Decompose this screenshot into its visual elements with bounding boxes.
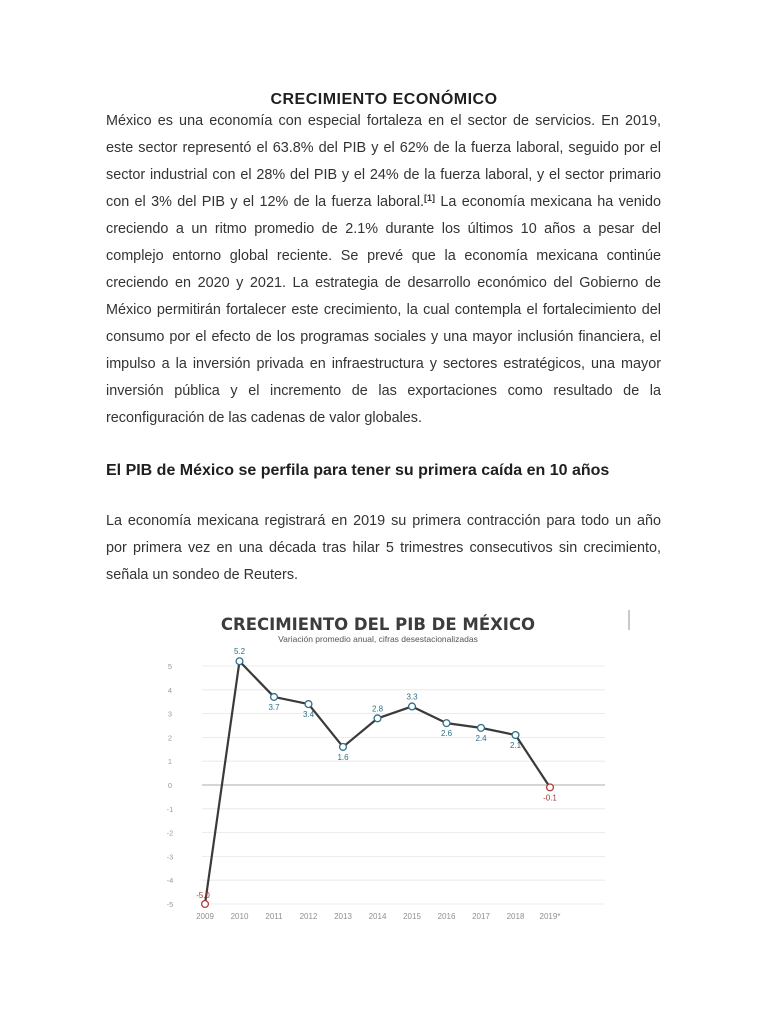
- y-tick-label: -2: [166, 828, 174, 838]
- x-tick-label: 2017: [472, 912, 490, 921]
- data-label: 3.3: [406, 692, 418, 702]
- data-label: -5.0: [196, 891, 210, 900]
- footnote-reference-link[interactable]: [1]: [424, 193, 436, 203]
- page-edge-mark: [628, 610, 630, 630]
- series-line: [205, 661, 550, 904]
- y-tick-label: -4: [166, 876, 174, 886]
- x-tick-label: 2011: [265, 912, 283, 921]
- series-line-group: [205, 661, 550, 904]
- y-tick-label: 3: [167, 709, 173, 719]
- chart-title: CRECIMIENTO DEL PIB DE MÉXICO: [220, 615, 536, 634]
- y-tick-label: 2: [167, 733, 173, 743]
- intro-text-part2: La economía mexicana ha venido creciendo a un ritmo promedio de 2.1% durante los últimos 10 años a pesar del complejo entorno global reciente. Se prevé que la economía mexicana continúe creciendo en 2020 y 2021. La estrategia de desarrollo económico del Gobierno de México permitirán fortalecer este crecimiento, la cual contempla el fortalecimiento del consumo por el efecto de los programas sociales y una mayor inclusión financiera, el impulso a la inversión privada en infraestructura y sectores estratégicos, una mayor inversión pública y el incremento de las exportaciones como resultado de la reconfiguración de las cadenas de valor globales.: [106, 194, 661, 426]
- x-tick-label: 2014: [368, 912, 387, 921]
- reuters-paragraph: La economía mexicana registrará en 2019 su primera contracción para todo un año por primera vez en una década tras hilar 5 trimestres consecutivos sin crecimiento, señala un sondeo de Reuters.: [106, 513, 661, 583]
- x-axis-ticks: [196, 912, 560, 921]
- data-point: [547, 784, 554, 791]
- data-label: -0.1: [543, 793, 557, 803]
- data-label: 3.4: [302, 710, 315, 720]
- y-tick-label: 5: [167, 662, 173, 671]
- data-point: [202, 901, 209, 908]
- y-tick-label: 1: [167, 757, 173, 767]
- y-axis-ticks: [167, 662, 174, 909]
- x-tick-label: 2013: [334, 912, 352, 921]
- chart-grid: [202, 666, 605, 904]
- data-label: 2.1: [509, 741, 522, 751]
- y-tick-label: -1: [166, 804, 174, 814]
- x-tick-label: 2010: [230, 912, 249, 921]
- x-tick-label: 2019*: [539, 912, 561, 921]
- x-tick-label: 2012: [299, 912, 318, 921]
- data-point: [271, 694, 278, 701]
- data-label: 2.6: [440, 729, 453, 739]
- data-label: 2.8: [371, 704, 384, 714]
- x-tick-label: 2009: [196, 912, 214, 921]
- y-tick-label: 0: [167, 781, 173, 790]
- gdp-line-chart-svg: [150, 600, 620, 928]
- x-tick-label: 2016: [437, 912, 456, 921]
- y-tick-label: -3: [166, 852, 174, 862]
- data-point: [512, 732, 519, 739]
- y-tick-label: 4: [167, 685, 173, 695]
- x-tick-label: 2015: [403, 912, 421, 921]
- data-point: [409, 703, 416, 710]
- section-heading: El PIB de México se perfila para tener su primera caída en 10 años: [106, 462, 610, 479]
- document-title: CRECIMIENTO ECONÓMICO: [270, 91, 498, 108]
- intro-paragraph: [106, 108, 661, 432]
- chart-subtitle: Variación promedio anual, cifras desestacionalizadas: [278, 634, 478, 644]
- x-tick-label: 2018: [506, 912, 525, 921]
- data-point: [305, 701, 312, 708]
- data-point: [443, 720, 450, 727]
- data-point-group: [202, 658, 554, 908]
- data-point: [478, 724, 485, 731]
- y-tick-label: -5: [166, 900, 174, 909]
- data-label: 3.7: [268, 702, 280, 712]
- gdp-growth-chart: [150, 600, 620, 928]
- intro-text-part1: México es una economía con especial fortaleza en el sector de servicios. En 2019, este sector representó el 63.8% del PIB y el 62% de la fuerza laboral, seguido por el sector industrial con el 28% del PIB y el 24% de la fuerza laboral, y el sector primario con el 3% del PIB y el 12% de la fuerza laboral.: [106, 113, 661, 210]
- data-label: 5.2: [233, 647, 246, 657]
- data-point: [374, 715, 381, 722]
- data-point: [340, 744, 347, 751]
- data-label: 1.6: [337, 752, 349, 762]
- data-label-group: [196, 647, 557, 900]
- data-point: [236, 658, 243, 665]
- data-label: 2.4: [475, 733, 487, 743]
